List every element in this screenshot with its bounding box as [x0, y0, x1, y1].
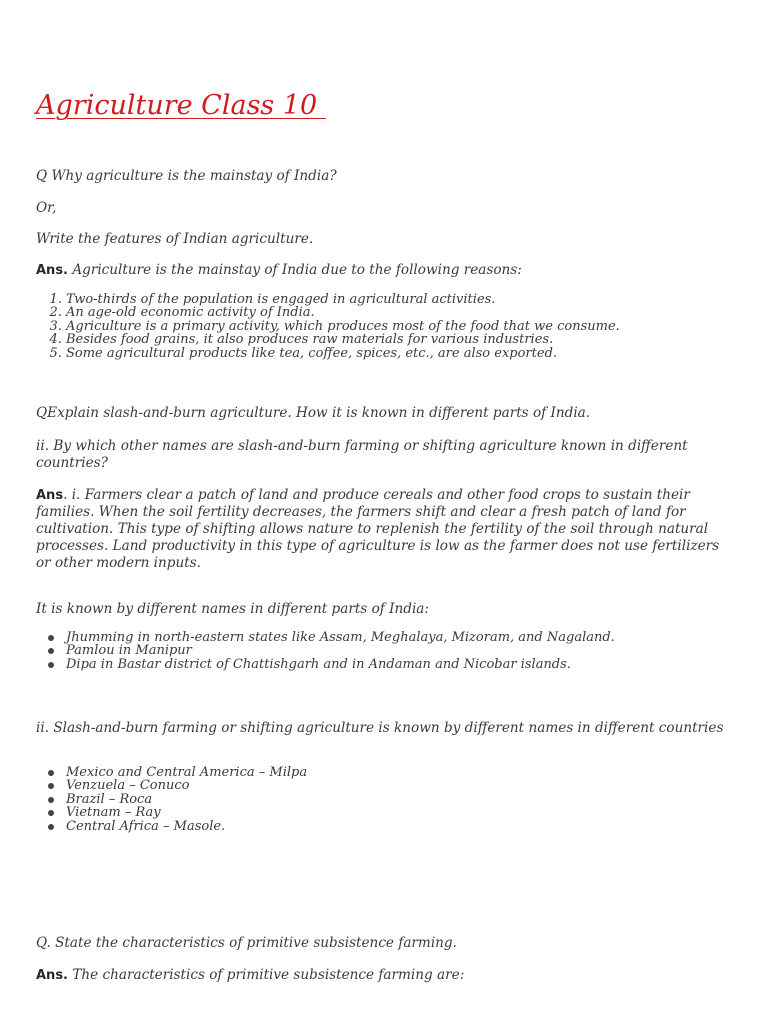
list-item: Jhumming in north-eastern states like Assam, Meghalaya, Mizoram, and Nagaland. — [66, 631, 766, 644]
question-2: QExplain slash-and-burn agriculture. How it is known in different parts of India. — [36, 405, 591, 421]
list-item: Dipa in Bastar district of Chattishgarh and in Andaman and Nicobar islands. — [66, 658, 766, 671]
answer-text: The characteristics of primitive subsistence farming are: — [68, 967, 465, 983]
answer-label: Ans — [36, 488, 64, 503]
or-text: Or, — [36, 200, 57, 216]
answer-1-intro — [36, 262, 736, 279]
list-item: 3. Agriculture is a primary activity, which produces most of the food that we consume. — [66, 320, 766, 333]
page-title: Agriculture Class 10 — [36, 90, 326, 121]
answer-label: Ans. — [36, 968, 68, 983]
answer-label: Ans. — [36, 263, 68, 278]
question-3: Q. State the characteristics of primitive subsistence farming. — [36, 935, 457, 951]
question-1-alt: Write the features of Indian agriculture. — [36, 231, 314, 247]
answer-text: . i. Farmers clear a patch of land and produce cereals and other food crops to sustain their families. When the soil fertility decreases, the farmers shift and clear a fresh patch of land for cultivation. This type of shifting allows nature to replenish the fertility of the soil through natural processes. Land productivity in this type of agriculture is low as the farmer does not use fertilizers or other modern inputs. — [36, 487, 720, 571]
india-names-list — [36, 631, 766, 671]
list-item: 4. Besides food grains, it also produces raw materials for various industries. — [66, 333, 766, 346]
list-item: Pamlou in Manipur — [66, 644, 766, 657]
list-item: 5. Some agricultural products like tea, coffee, spices, etc., are also exported. — [66, 347, 766, 360]
list-item: 2. An age-old economic activity of India. — [66, 306, 766, 319]
answer-text: Agriculture is the mainstay of India due to the following reasons: — [68, 262, 522, 278]
country-names-list — [36, 766, 766, 833]
page-bottom-fade — [0, 990, 768, 1024]
answer-3-intro — [36, 967, 736, 984]
answer-2 — [36, 487, 736, 572]
list-item: Brazil – Roca — [66, 793, 766, 806]
reasons-list — [36, 293, 766, 360]
list-item: Mexico and Central America – Milpa — [66, 766, 766, 779]
question-2-sub: ii. By which other names are slash-and-burn farming or shifting agriculture known in different countries? — [36, 438, 688, 471]
india-names-intro: It is known by different names in different parts of India: — [36, 601, 429, 617]
question-1: Q Why agriculture is the mainstay of India? — [36, 168, 337, 184]
list-item: Venzuela – Conuco — [66, 779, 766, 792]
list-item: 1. Two-thirds of the population is engaged in agricultural activities. — [66, 293, 766, 306]
list-item: Central Africa – Masole. — [66, 820, 766, 833]
list-item: Vietnam – Ray — [66, 806, 766, 819]
countries-intro: ii. Slash-and-burn farming or shifting agriculture is known by different names in different countries — [36, 720, 724, 736]
